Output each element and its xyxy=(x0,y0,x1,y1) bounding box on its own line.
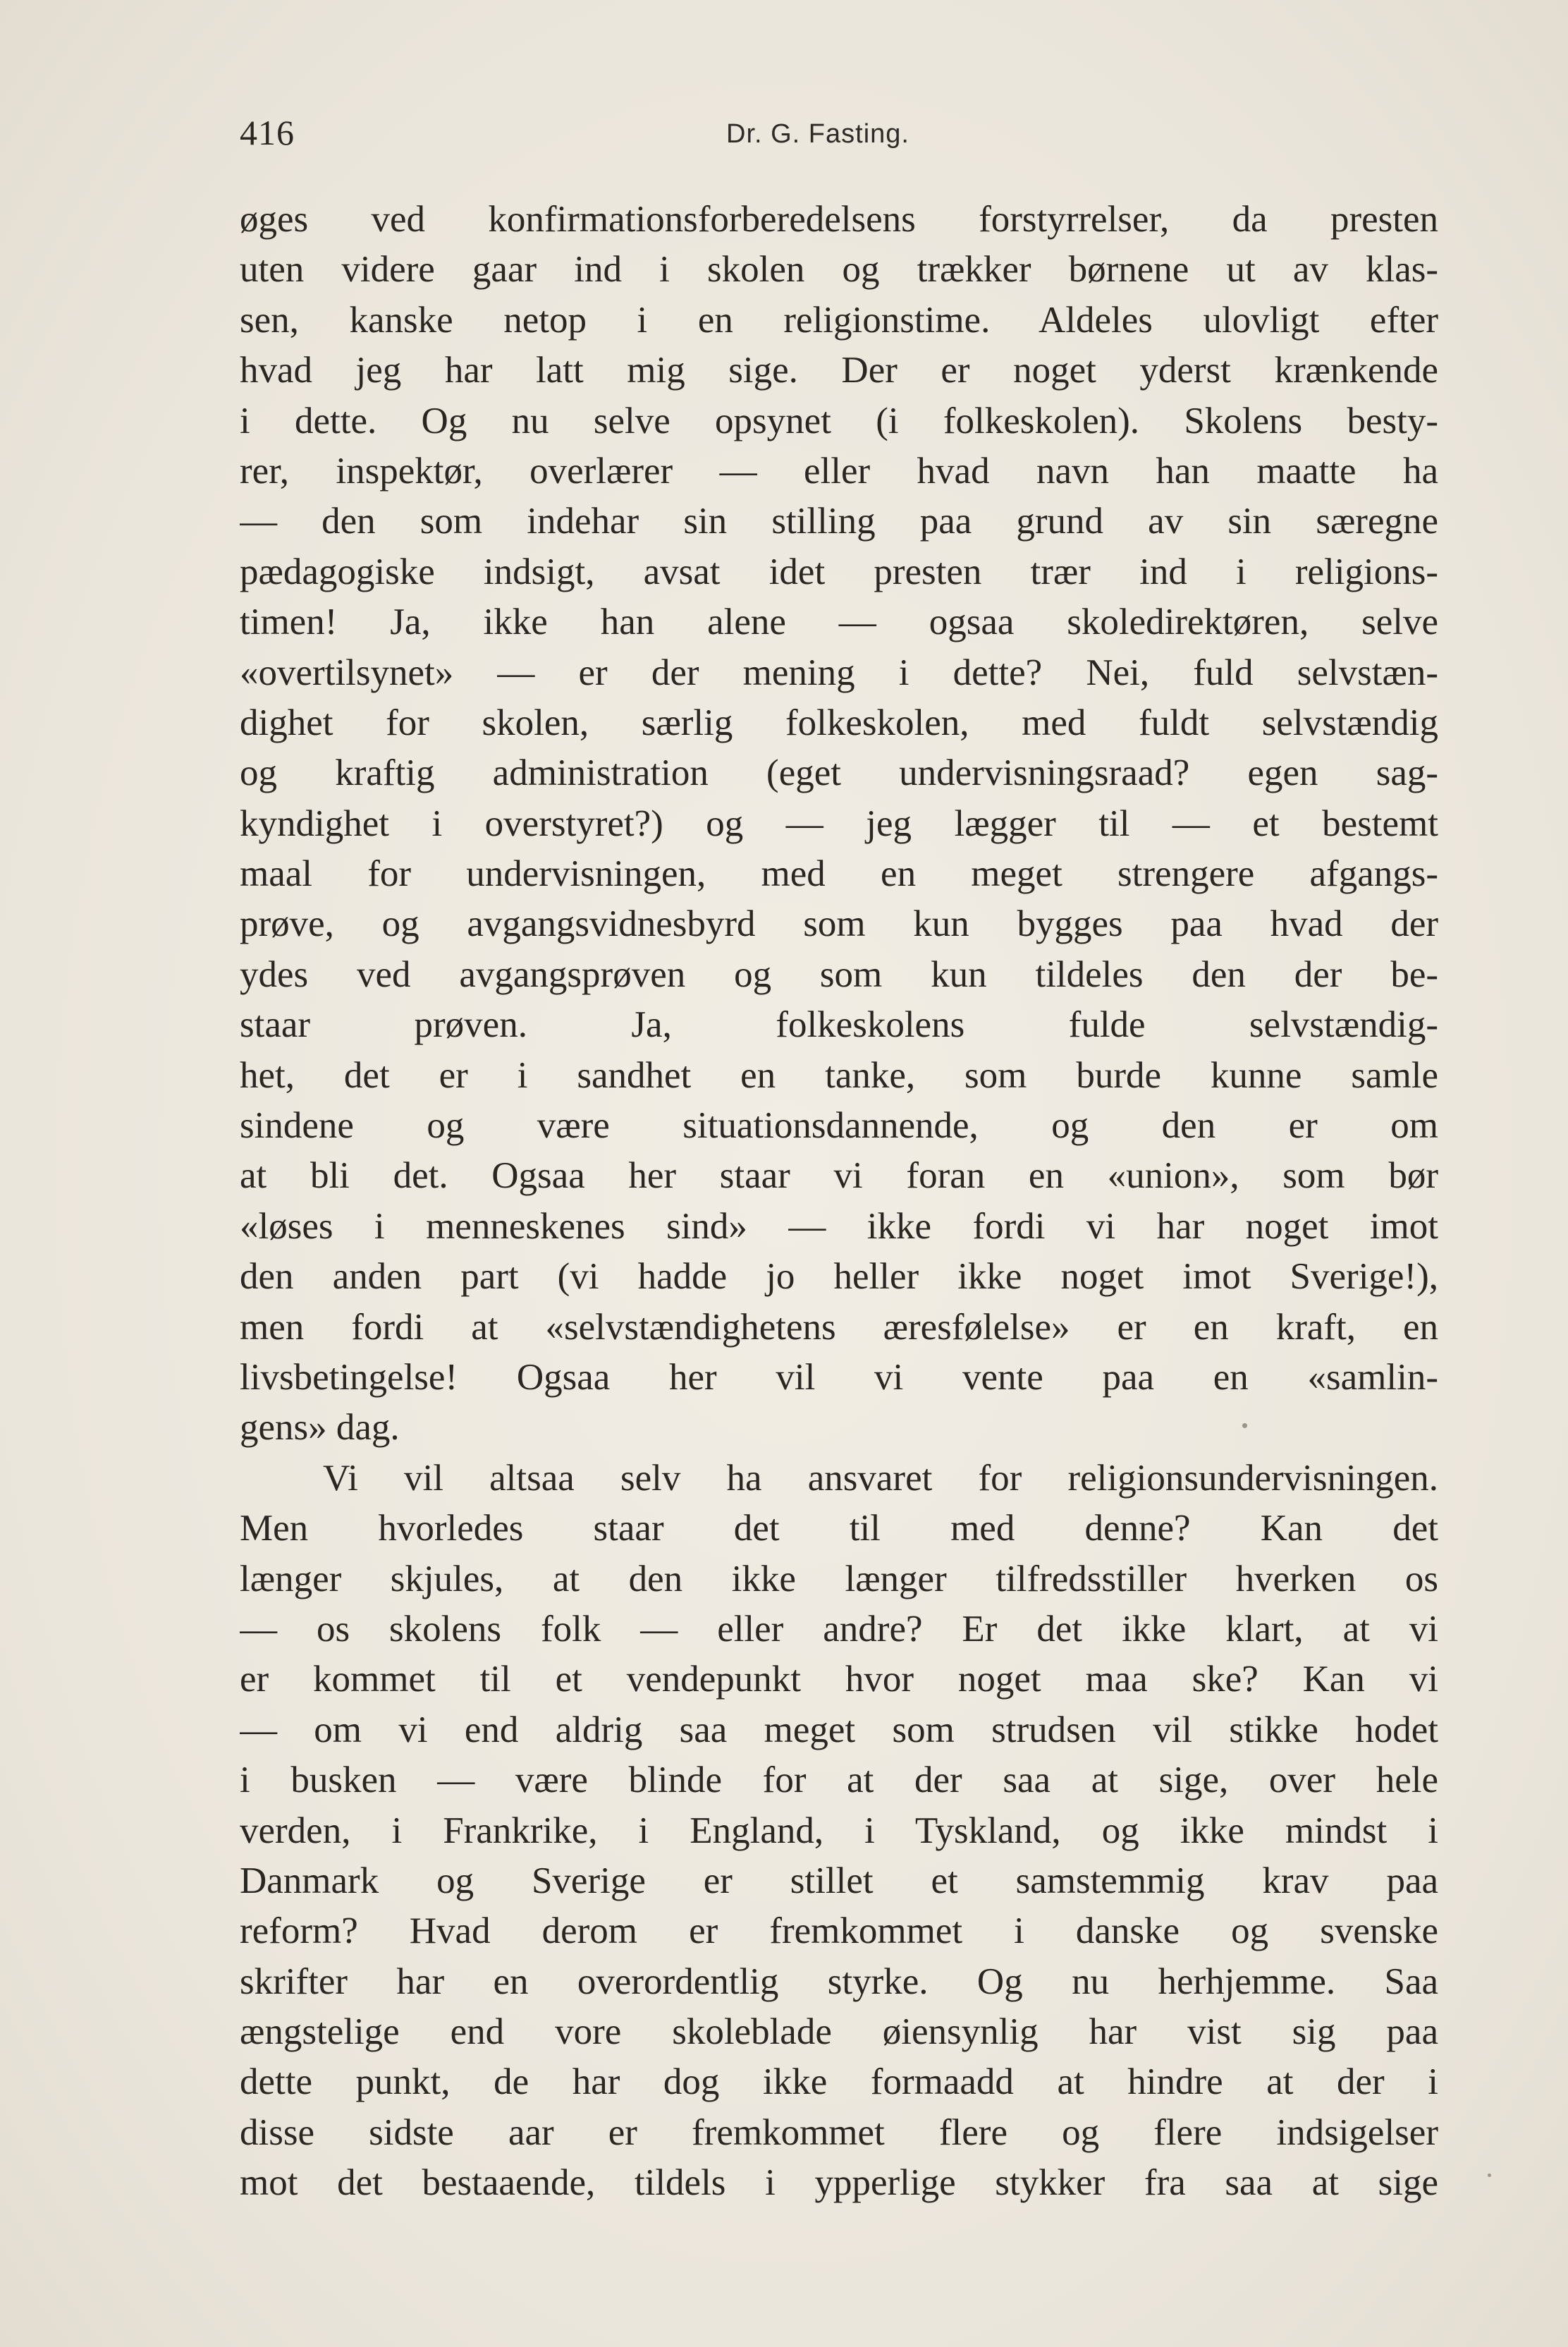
text-line: i busken — være blinde for at der saa at sige, over hele xyxy=(240,1760,1438,1801)
text-line: uten videre gaar ind i skolen og trækker børnene ut av klas- xyxy=(240,249,1438,291)
text-line: pædagogiske indsigt, avsat idet presten trær ind i religions- xyxy=(240,551,1438,592)
paper-speck xyxy=(1242,1423,1247,1428)
text-line: øges ved konfirmationsforberedelsens forstyrrelser, da presten xyxy=(240,199,1438,240)
running-head: Dr. G. Fasting. xyxy=(726,119,909,149)
text-line: «overtilsynet» — er der mening i dette? Nei, fuld selvstæn- xyxy=(240,652,1438,693)
text-line: Danmark og Sverige er stillet et samstemmig krav paa xyxy=(240,1860,1438,1901)
text-line: sindene og være situationsdannende, og den er om xyxy=(240,1105,1438,1147)
text-line: — om vi end aldrig saa meget som strudsen vil stikke hodet xyxy=(240,1709,1438,1750)
paper-speck xyxy=(1488,2174,1491,2177)
text-line: at bli det. Ogsaa her staar vi foran en «union», som bør xyxy=(240,1155,1438,1197)
text-line: verden, i Frankrike, i England, i Tyskland, og ikke mindst i xyxy=(240,1810,1438,1851)
text-line: het, det er i sandhet en tanke, som burde kunne samle xyxy=(240,1054,1438,1096)
page-number: 416 xyxy=(240,113,295,152)
text-line: reform? Hvad derom er fremkommet i danske og svenske xyxy=(240,1910,1438,1952)
text-line: dighet for skolen, særlig folkeskolen, med fuldt selvstændig xyxy=(240,702,1438,743)
text-line: timen! Ja, ikke han alene — ogsaa skoledirektøren, selve xyxy=(240,602,1438,643)
paragraph-end-line: gens» dag. xyxy=(240,1407,400,1449)
text-line: disse sidste aar er fremkommet flere og flere indsigelser xyxy=(240,2111,1438,2153)
text-line: ydes ved avgangsprøven og som kun tildeles den der be- xyxy=(240,953,1438,995)
text-line: prøve, og avgangsvidnesbyrd som kun bygges paa hvad der xyxy=(240,903,1438,945)
text-line: sen, kanske netop i en religionstime. Aldeles ulovligt efter xyxy=(240,299,1438,341)
text-line: skrifter har en overordentlig styrke. Og nu herhjemme. Saa xyxy=(240,1961,1438,2002)
body-text xyxy=(240,195,1438,2209)
text-line: i dette. Og nu selve opsynet (i folkeskolen). Skolens besty- xyxy=(240,400,1438,441)
text-line: rer, inspektør, overlærer — eller hvad navn han maatte ha xyxy=(240,450,1438,492)
text-line: — os skolens folk — eller andre? Er det ikke klart, at vi xyxy=(240,1608,1438,1650)
text-line: maal for undervisningen, med en meget strengere afgangs- xyxy=(240,853,1438,895)
text-line: — den som indehar sin stilling paa grund av sin særegne xyxy=(240,501,1438,542)
text-line: ængstelige end vore skoleblade øiensynlig har vist sig paa xyxy=(240,2011,1438,2053)
text-line: Men hvorledes staar det til med denne? Kan det xyxy=(240,1508,1438,1549)
page-header xyxy=(240,111,1438,154)
text-line: kyndighet i overstyret?) og — jeg lægger til — et bestemt xyxy=(240,803,1438,844)
text-line: hvad jeg har latt mig sige. Der er noget yderst krænkende xyxy=(240,350,1438,391)
text-line: og kraftig administration (eget undervisningsraad? egen sag- xyxy=(240,752,1438,794)
text-line: længer skjules, at den ikke længer tilfredsstiller hverken os xyxy=(240,1558,1438,1599)
text-line: mot det bestaaende, tildels i ypperlige stykker fra saa at sige xyxy=(240,2162,1438,2204)
text-line: er kommet til et vendepunkt hvor noget maa ske? Kan vi xyxy=(240,1659,1438,1700)
text-line: staar prøven. Ja, folkeskolens fulde selvstændig- xyxy=(240,1004,1438,1046)
text-line: men fordi at «selvstændighetens æresfølelse» er en kraft, en xyxy=(240,1306,1438,1348)
paragraph-start-line: Vi vil altsaa selv ha ansvaret for religionsundervisningen. xyxy=(323,1457,1438,1499)
text-line: livsbetingelse! Ogsaa her vil vi vente paa en «samlin- xyxy=(240,1356,1438,1398)
text-line: dette punkt, de har dog ikke formaadd at hindre at der i xyxy=(240,2061,1438,2103)
text-line: «løses i menneskenes sind» — ikke fordi vi har noget imot xyxy=(240,1205,1438,1247)
text-line: den anden part (vi hadde jo heller ikke noget imot Sverige!), xyxy=(240,1256,1438,1298)
